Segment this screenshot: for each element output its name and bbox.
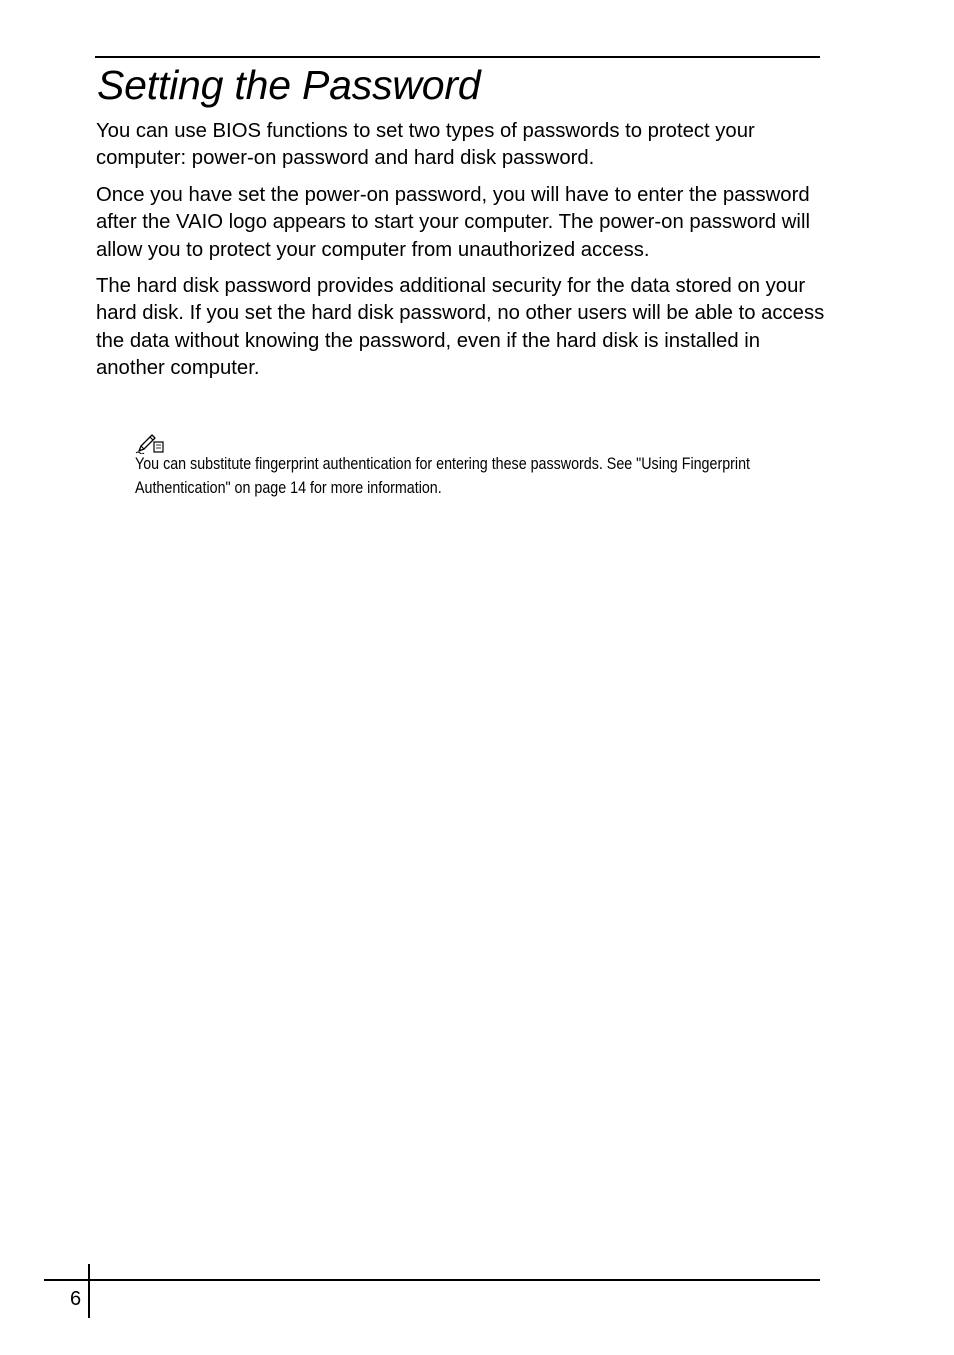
paragraph-hard-disk-password: The hard disk password provides additional security for the data stored on your hard disk. If you set the hard disk password, no other users will be able to access the data without knowing the password, even if the hard disk is installed in another computer. xyxy=(96,275,825,380)
page-number-divider xyxy=(88,1264,90,1318)
header-rule xyxy=(95,56,820,58)
note-box xyxy=(135,432,825,500)
page-number: 6 xyxy=(70,1288,82,1310)
note-text: You can substitute fingerprint authentication for entering these passwords. See "Using Fingerprint Authentication" on page 14 for more information. xyxy=(135,454,750,497)
body-text xyxy=(96,118,826,392)
paragraph-bios-passwords: You can use BIOS functions to set two types of passwords to protect your computer: power-on password and hard disk password. xyxy=(96,120,755,170)
paragraph-power-on-password: Once you have set the power-on password, you will have to enter the password after the VAIO logo appears to start your computer. The power-on password will allow you to protect your computer from unauthorized access. xyxy=(96,183,810,261)
footer-rule xyxy=(44,1279,820,1281)
page-title: Setting the Password xyxy=(97,62,481,108)
note-pencil-icon xyxy=(135,432,167,454)
